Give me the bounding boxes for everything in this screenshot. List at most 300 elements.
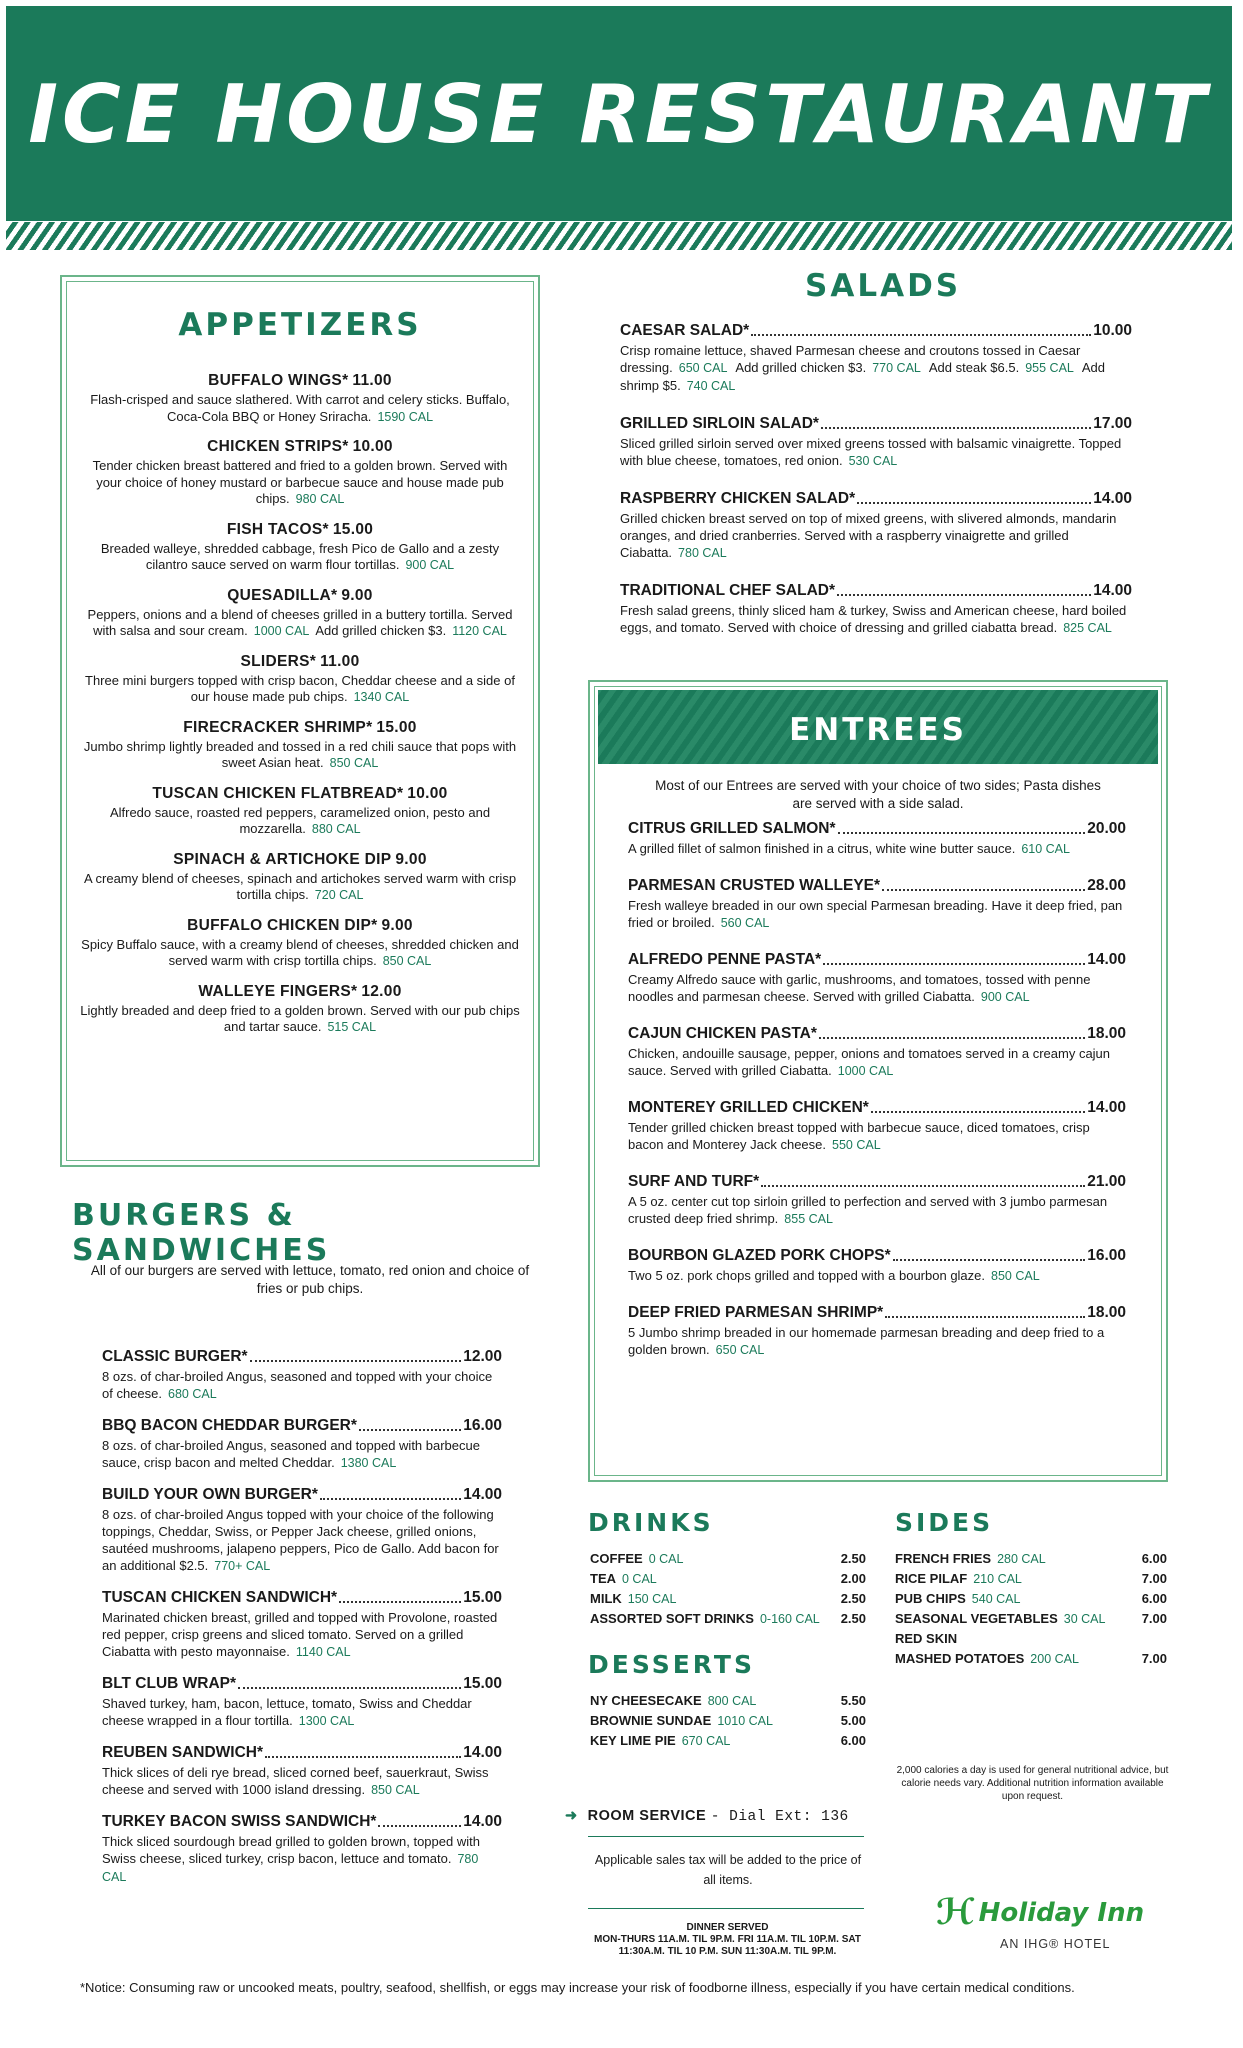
restaurant-title: ICE HOUSE RESTAURANT xyxy=(28,68,1210,161)
item-desc-text: Alfredo sauce, roasted red peppers, caramelized onion, pesto and mozzarella. xyxy=(109,804,491,836)
item-name: FRENCH FRIES xyxy=(895,1550,992,1566)
item-title xyxy=(102,1417,502,1435)
list-item xyxy=(590,1690,866,1710)
item-label xyxy=(590,1733,730,1748)
item-price: 2.00 xyxy=(840,1570,866,1586)
room-service xyxy=(565,1808,865,1825)
item-description xyxy=(628,1267,1126,1285)
item-desc-text: Shaved turkey, ham, bacon, lettuce, tomato, Swiss and Cheddar cheese wrapped in a flour tortilla. xyxy=(102,1696,472,1728)
item-description xyxy=(628,1193,1126,1228)
item-label xyxy=(590,1591,676,1606)
brand-sub: AN IHG® HOTEL xyxy=(1000,1937,1111,1951)
item-title xyxy=(102,1486,502,1504)
item-desc-text: 8 ozs. of char-broiled Angus, seasoned and topped with barbecue sauce, crisp bacon and melted Cheddar. xyxy=(102,1438,480,1470)
entrees-intro: Most of our Entrees are served with your choice of two sides; Pasta dishes are served with a side salad. xyxy=(655,778,1101,811)
item-label xyxy=(590,1693,756,1708)
item-name: SLIDERS* xyxy=(240,652,317,670)
burgers-intro: All of our burgers are served with lettuce, tomato, red onion and choice of fries or pub chips. xyxy=(90,1263,530,1296)
list-item xyxy=(590,1548,866,1568)
dot-leader xyxy=(819,1037,1085,1039)
drinks-title: DRINKS xyxy=(588,1508,714,1537)
menu-item xyxy=(80,438,520,508)
item-calories: 540 CAL xyxy=(971,1591,1021,1606)
menu-item xyxy=(102,1675,502,1730)
item-title xyxy=(620,415,1132,433)
dot-leader xyxy=(378,1825,461,1827)
item-title xyxy=(628,820,1126,838)
item-calories: 1590 CAL xyxy=(377,409,434,424)
item-description xyxy=(102,1506,502,1575)
item-desc-text: Thick slices of deli rye bread, sliced corned beef, sauerkraut, Swiss cheese and served with 1000 island dressing. xyxy=(102,1765,489,1797)
item-label xyxy=(590,1551,683,1566)
item-description xyxy=(620,342,1132,395)
item-desc-text: Two 5 oz. pork chops grilled and topped with a bourbon glaze. xyxy=(628,1268,986,1283)
menu-item xyxy=(628,1304,1126,1359)
item-title xyxy=(628,1173,1126,1191)
item-name: ALFREDO PENNE PASTA* xyxy=(628,951,822,968)
item-desc-text: 5 Jumbo shrimp breaded in our homemade parmesan breading and deep fried to a golden brown. xyxy=(628,1325,1105,1357)
list-item xyxy=(895,1628,1167,1648)
item-description xyxy=(102,1695,502,1730)
item-description xyxy=(80,1003,520,1036)
entrees-list xyxy=(628,820,1126,1378)
item-name: ASSORTED SOFT DRINKS xyxy=(590,1610,754,1626)
item-title xyxy=(620,322,1132,340)
menu-item xyxy=(628,1173,1126,1228)
item-title xyxy=(80,917,520,935)
item-name: WALLEYE FINGERS* xyxy=(198,982,358,1000)
item-description xyxy=(80,739,520,772)
item-calories: 610 CAL xyxy=(1021,842,1070,856)
menu-item xyxy=(620,490,1132,562)
dot-leader xyxy=(838,832,1086,834)
item-calories: 560 CAL xyxy=(720,916,770,930)
item-title xyxy=(80,719,520,737)
item-title xyxy=(102,1348,502,1366)
menu-item xyxy=(102,1813,502,1886)
item-name: DEEP FRIED PARMESAN SHRIMP* xyxy=(628,1304,884,1321)
item-price: 11.00 xyxy=(320,652,360,670)
item-label xyxy=(895,1651,1079,1666)
menu-item xyxy=(102,1744,502,1799)
item-calories: 1140 CAL xyxy=(295,1645,351,1659)
item-name: FIRECRACKER SHRIMP* xyxy=(183,718,373,736)
item-desc-text: Chicken, andouille sausage, pepper, onions and tomatoes served in a creamy cajun sauce. Served with grilled Ciabatta. xyxy=(628,1046,1111,1078)
list-item xyxy=(895,1588,1167,1608)
item-description xyxy=(628,971,1126,1006)
desserts-list xyxy=(590,1690,866,1750)
item-calories: 550 CAL xyxy=(832,1138,881,1152)
item-description xyxy=(80,673,520,706)
menu-item xyxy=(102,1589,502,1661)
item-name: BUFFALO WINGS* xyxy=(208,372,349,389)
item-title xyxy=(80,653,520,671)
item-title xyxy=(620,490,1132,508)
dot-leader xyxy=(250,1360,462,1362)
item-name: CAESAR SALAD* xyxy=(620,322,750,339)
item-calories: 210 CAL xyxy=(973,1571,1022,1586)
item-price: 7.00 xyxy=(1141,1650,1167,1666)
item-calories: 200 CAL xyxy=(1030,1651,1079,1666)
header-banner xyxy=(6,6,1232,221)
item-description xyxy=(80,541,520,574)
item-price: 17.00 xyxy=(1093,415,1132,432)
item-title xyxy=(102,1813,502,1831)
item-description xyxy=(620,602,1132,637)
item-extra: Add grilled chicken $3. xyxy=(315,623,447,638)
item-title xyxy=(628,1247,1126,1265)
item-price: 28.00 xyxy=(1087,877,1126,894)
item-name: MONTEREY GRILLED CHICKEN* xyxy=(628,1099,869,1116)
entrees-title: ENTREES xyxy=(789,712,967,748)
item-name: NY CHEESECAKE xyxy=(590,1692,702,1708)
item-name: GRILLED SIRLOIN SALAD* xyxy=(620,415,819,432)
item-title xyxy=(628,951,1126,969)
menu-item xyxy=(628,1247,1126,1285)
item-description xyxy=(102,1833,502,1886)
item-name: TUSCAN CHICKEN SANDWICH* xyxy=(102,1589,338,1606)
item-price: 5.00 xyxy=(840,1712,866,1728)
item-desc-text: Fresh walleye breaded in our own special Parmesan breading. Have it deep fried, pan fried or broiled. xyxy=(628,898,1123,930)
item-price: 2.50 xyxy=(840,1590,866,1606)
item-title xyxy=(80,521,520,539)
list-item xyxy=(590,1588,866,1608)
item-price: 14.00 xyxy=(463,1813,502,1830)
item-name: BBQ BACON CHEDDAR BURGER* xyxy=(102,1417,357,1434)
item-title xyxy=(628,877,1126,895)
dot-leader xyxy=(265,1756,461,1758)
item-name: QUESADILLA* xyxy=(227,586,338,604)
item-price: 14.00 xyxy=(463,1744,502,1761)
tax-note: Applicable sales tax will be added to the price of all items. xyxy=(594,1853,862,1887)
item-desc-text: Three mini burgers topped with crisp bacon, Cheddar cheese and a side of our house made pub chips. xyxy=(85,672,515,704)
item-name: BROWNIE SUNDAE xyxy=(590,1712,712,1728)
dot-leader xyxy=(339,1601,461,1603)
item-label xyxy=(895,1611,1105,1626)
item-price: 10.00 xyxy=(352,438,393,455)
item-price: 14.00 xyxy=(463,1486,502,1503)
menu-item xyxy=(80,983,520,1036)
menu-item xyxy=(620,322,1132,395)
list-item xyxy=(895,1568,1167,1588)
item-calories: 150 CAL xyxy=(627,1591,677,1606)
item-name: SEASONAL VEGETABLES xyxy=(895,1610,1058,1626)
item-title xyxy=(628,1025,1126,1043)
item-calories: 650 CAL xyxy=(678,361,728,375)
room-service-label: ROOM SERVICE xyxy=(587,1808,707,1824)
item-calories: 515 CAL xyxy=(327,1020,377,1034)
item-name: CHICKEN STRIPS* xyxy=(207,438,349,455)
menu-item xyxy=(80,372,520,425)
room-service-ext: - Dial Ext: 136 xyxy=(710,1809,849,1825)
item-calories: 980 CAL xyxy=(295,492,345,506)
item-price: 7.00 xyxy=(1141,1570,1167,1586)
menu-item xyxy=(80,917,520,970)
menu-item xyxy=(80,719,520,772)
item-price: 15.00 xyxy=(332,520,374,538)
item-title xyxy=(80,851,520,869)
food-safety-notice: *Notice: Consuming raw or uncooked meats, poultry, seafood, shellfish, or eggs may increase your risk of foodborne illness, especially if you have certain medical conditions. xyxy=(80,1980,1075,1995)
item-price: 10.00 xyxy=(1093,322,1132,339)
item-calories: 780 CAL xyxy=(678,546,727,560)
item-title xyxy=(102,1744,502,1762)
item-desc-text: A 5 oz. center cut top sirloin grilled to perfection and served with 3 jumbo parmesan crusted deep fried shrimp. xyxy=(628,1194,1108,1226)
item-label xyxy=(590,1713,773,1728)
menu-item xyxy=(628,1025,1126,1080)
item-name: BUFFALO CHICKEN DIP* xyxy=(187,916,378,934)
menu-item xyxy=(80,521,520,574)
item-name: RASPBERRY CHICKEN SALAD* xyxy=(620,490,856,507)
item-name: BLT CLUB WRAP* xyxy=(102,1675,237,1692)
item-label xyxy=(895,1571,1022,1586)
item-calories: 680 CAL xyxy=(168,1387,217,1401)
list-item xyxy=(895,1648,1167,1668)
item-price: 15.00 xyxy=(376,718,417,736)
burgers-title: BURGERS & SANDWICHES xyxy=(72,1198,331,1268)
dot-leader xyxy=(320,1498,461,1500)
item-description xyxy=(102,1764,502,1799)
item-calories: 880 CAL xyxy=(311,822,361,836)
item-title xyxy=(80,983,520,1001)
menu-item xyxy=(628,951,1126,1006)
list-item xyxy=(590,1710,866,1730)
item-price: 16.00 xyxy=(463,1417,502,1434)
menu-item xyxy=(628,820,1126,858)
item-label xyxy=(895,1591,1020,1606)
item-calories: 0 CAL xyxy=(648,1551,684,1566)
item-price: 9.00 xyxy=(341,586,373,604)
dot-leader xyxy=(893,1259,1086,1261)
item-name: MILK xyxy=(590,1590,622,1606)
item-desc-text: Thick sliced sourdough bread grilled to golden brown, topped with Swiss cheese, sliced turkey, crisp bacon, lettuce and tomato. xyxy=(102,1834,480,1866)
item-title xyxy=(628,1099,1126,1117)
item-calories: 280 CAL xyxy=(997,1551,1046,1566)
item-title xyxy=(102,1589,502,1607)
item-name: TRADITIONAL CHEF SALAD* xyxy=(620,582,835,599)
item-title xyxy=(80,587,520,605)
dot-leader xyxy=(837,594,1091,596)
item-name: TUSCAN CHICKEN FLATBREAD* xyxy=(152,784,404,802)
item-calories: 0-160 CAL xyxy=(759,1611,820,1626)
item-calories: 650 CAL xyxy=(715,1343,765,1357)
item-calories: 825 CAL xyxy=(1063,621,1112,635)
item-desc-text: Fresh salad greens, thinly sliced ham & turkey, Swiss and American cheese, hard boiled eggs, and tomato. Served with choice of dressing and grilled ciabatta bread. xyxy=(620,603,1127,635)
item-desc-text: Breaded walleye, shredded cabbage, fresh Pico de Gallo and a zesty cilantro sauce served on warm flour tortillas. xyxy=(100,540,500,572)
item-calories: 900 CAL xyxy=(980,990,1030,1004)
item-description xyxy=(628,1045,1126,1080)
item-description xyxy=(80,458,520,508)
item-name: KEY LIME PIE xyxy=(590,1732,676,1748)
item-extra-calories: 1120 CAL xyxy=(452,624,507,638)
dot-leader xyxy=(823,963,1085,965)
dinner-title: DINNER SERVED xyxy=(686,1922,769,1933)
item-extra-calories: 770 CAL xyxy=(872,361,921,375)
item-name: RED SKIN xyxy=(895,1630,958,1646)
item-price: 14.00 xyxy=(1087,951,1126,968)
item-name: TURKEY BACON SWISS SANDWICH* xyxy=(102,1813,377,1830)
appetizers-title: APPETIZERS xyxy=(178,307,422,343)
item-description xyxy=(620,435,1132,470)
item-name: CITRUS GRILLED SALMON* xyxy=(628,820,836,837)
item-price: 15.00 xyxy=(463,1675,502,1692)
divider xyxy=(588,1908,864,1909)
item-price: 2.50 xyxy=(840,1610,866,1626)
item-name: TEA xyxy=(590,1570,616,1586)
list-item xyxy=(590,1730,866,1750)
item-description xyxy=(628,897,1126,932)
desserts-title: DESSERTS xyxy=(588,1650,755,1679)
menu-item xyxy=(80,587,520,640)
item-description xyxy=(80,392,520,425)
menu-item xyxy=(620,415,1132,470)
item-description xyxy=(628,840,1126,858)
item-title xyxy=(80,785,520,803)
item-description xyxy=(80,607,520,640)
item-calories: 850 CAL xyxy=(371,1783,420,1797)
item-description xyxy=(80,937,520,970)
item-label xyxy=(895,1551,1046,1566)
item-name: MASHED POTATOES xyxy=(895,1650,1025,1666)
item-desc-text: Peppers, onions and a blend of cheeses grilled in a buttery tortilla. Served with salsa and sour cream. xyxy=(87,606,513,638)
item-price: 2.50 xyxy=(840,1550,866,1566)
item-price: 18.00 xyxy=(1087,1304,1126,1321)
item-calories: 530 CAL xyxy=(848,454,898,468)
item-description xyxy=(620,510,1132,562)
item-calories: 1010 CAL xyxy=(717,1713,773,1728)
dot-leader xyxy=(761,1185,1085,1187)
item-name: COFFEE xyxy=(590,1550,643,1566)
list-item xyxy=(895,1608,1167,1628)
item-name: PUB CHIPS xyxy=(895,1590,966,1606)
item-calories: 1000 CAL xyxy=(253,624,310,638)
item-desc-text: Crisp romaine lettuce, shaved Parmesan cheese and croutons tossed in Caesar dressing. xyxy=(620,343,1081,375)
dinner-hours xyxy=(585,1922,870,1958)
item-price: 20.00 xyxy=(1087,820,1126,837)
menu-item xyxy=(628,877,1126,932)
holiday-inn-h-icon: ℋ xyxy=(936,1892,975,1933)
dinner-hours-text: MON-THURS 11A.M. TIL 9P.M. FRI 11A.M. TIL 10P.M. SAT 11:30A.M. TIL 10 P.M. SUN 11:30A.M. TIL 9P.M. xyxy=(594,1934,861,1957)
item-price: 7.00 xyxy=(1141,1610,1167,1626)
item-calories: 1380 CAL xyxy=(340,1456,397,1470)
divider xyxy=(588,1836,864,1837)
dot-leader xyxy=(882,889,1085,891)
item-description xyxy=(102,1609,502,1661)
item-price: 5.50 xyxy=(840,1692,866,1708)
item-name: PARMESAN CRUSTED WALLEYE* xyxy=(628,877,881,894)
item-calories: 720 CAL xyxy=(314,888,364,902)
item-desc-text: Creamy Alfredo sauce with garlic, mushrooms, and tomatoes, tossed with penne noodles and parmesan cheese. Served with grilled Ciabatta. xyxy=(628,972,1091,1004)
brand-name: Holiday Inn xyxy=(978,1898,1145,1928)
item-name: SURF AND TURF* xyxy=(628,1173,760,1190)
item-calories: 780 CAL xyxy=(102,1852,479,1884)
sides-title: SIDES xyxy=(895,1508,994,1537)
item-price: 10.00 xyxy=(407,784,448,802)
salads-title: SALADS xyxy=(805,268,962,304)
item-desc-text: 8 ozs. of char-broiled Angus topped with your choice of the following toppings, Cheddar, Swiss, or Pepper Jack cheese, grilled onions, sautéed mushrooms, jalapeno peppers, Pico de Gallo. Add bacon for an additional $2.5. xyxy=(102,1507,499,1573)
entrees-banner xyxy=(598,690,1158,764)
list-item xyxy=(895,1548,1167,1568)
salads-list xyxy=(620,322,1132,657)
item-calories: 1340 CAL xyxy=(353,690,410,704)
item-desc-text: Tender chicken breast battered and fried to a golden brown. Served with your choice of honey mustard or barbecue sauce and house made pub chips. xyxy=(92,458,508,506)
item-price: 12.00 xyxy=(361,982,402,1000)
dot-leader xyxy=(857,502,1091,504)
menu-item xyxy=(102,1417,502,1472)
item-price: 14.00 xyxy=(1093,490,1132,507)
item-extra-calories: 955 CAL xyxy=(1025,361,1074,375)
calorie-note: 2,000 calories a day is used for general nutritional advice, but calorie needs vary. Additional nutrition information available upon request. xyxy=(896,1765,1169,1802)
list-item xyxy=(590,1568,866,1588)
item-title xyxy=(102,1675,502,1693)
item-calories: 1300 CAL xyxy=(298,1714,355,1728)
menu-item xyxy=(102,1348,502,1403)
item-calories: 1000 CAL xyxy=(837,1064,894,1078)
item-name: BUILD YOUR OWN BURGER* xyxy=(102,1486,318,1503)
dot-leader xyxy=(821,427,1091,429)
item-title xyxy=(620,582,1132,600)
arrow-right-icon: ➜ xyxy=(565,1808,578,1824)
item-price: 6.00 xyxy=(840,1732,866,1748)
item-desc-text: A grilled fillet of salmon finished in a citrus, white wine butter sauce. xyxy=(628,841,1016,856)
item-desc-text: Spicy Buffalo sauce, with a creamy blend of cheeses, shredded chicken and served warm with crisp tortilla chips. xyxy=(81,936,519,968)
item-desc-text: Tender grilled chicken breast topped with barbecue sauce, diced tomatoes, crisp bacon and Monterey Jack cheese. xyxy=(628,1120,1090,1152)
entrees-section xyxy=(588,680,1168,1482)
item-desc-text: Grilled chicken breast served on top of mixed greens, with slivered almonds, mandarin oranges, and dried cranberries. Served with a raspberry vinaigrette and grilled Ciabatta. xyxy=(620,511,1117,560)
item-price: 9.00 xyxy=(395,850,427,868)
appetizers-list xyxy=(80,372,520,1049)
item-name: CAJUN CHICKEN PASTA* xyxy=(628,1025,817,1042)
item-label xyxy=(590,1611,820,1626)
item-desc-text: Sliced grilled sirloin served over mixed greens tossed with balsamic vinaigrette. Topped with blue cheese, tomatoes, red onion. xyxy=(620,436,1122,468)
item-price: 6.00 xyxy=(1141,1590,1167,1606)
item-title xyxy=(628,1304,1126,1322)
item-name: FISH TACOS* xyxy=(226,520,329,538)
item-name: CLASSIC BURGER* xyxy=(102,1348,248,1365)
dot-leader xyxy=(359,1429,461,1431)
item-calories: 850 CAL xyxy=(329,756,379,770)
item-calories: 30 CAL xyxy=(1063,1611,1106,1626)
item-extra: Add steak $6.5. xyxy=(928,360,1020,375)
item-calories: 855 CAL xyxy=(784,1212,833,1226)
menu-item xyxy=(80,851,520,904)
item-desc-text: Marinated chicken breast, grilled and topped with Provolone, roasted red pepper, crisp greens and sliced tomato. Served on a grilled Ciabatta with pesto mayonnaise. xyxy=(102,1610,498,1659)
item-desc-text: A creamy blend of cheeses, spinach and artichokes served warm with crisp tortilla chips. xyxy=(83,870,517,902)
item-extra: Add grilled chicken $3. xyxy=(735,360,867,375)
item-calories: 800 CAL xyxy=(707,1693,757,1708)
dot-leader xyxy=(885,1316,1085,1318)
item-price: 21.00 xyxy=(1087,1173,1126,1190)
item-price: 11.00 xyxy=(352,372,392,389)
item-calories: 0 CAL xyxy=(622,1571,657,1586)
item-label xyxy=(590,1571,657,1586)
item-description xyxy=(628,1119,1126,1154)
dot-leader xyxy=(871,1111,1085,1113)
item-calories: 850 CAL xyxy=(991,1269,1040,1283)
list-item xyxy=(590,1608,866,1628)
item-name: BOURBON GLAZED PORK CHOPS* xyxy=(628,1247,891,1264)
item-title xyxy=(80,438,520,456)
item-price: 15.00 xyxy=(463,1589,502,1606)
item-price: 12.00 xyxy=(463,1348,502,1365)
item-desc-text: Jumbo shrimp lightly breaded and tossed in a red chili sauce that pops with sweet Asian heat. xyxy=(83,738,517,770)
item-calories: 850 CAL xyxy=(382,954,432,968)
item-price: 9.00 xyxy=(381,916,413,934)
item-title xyxy=(80,372,520,390)
item-price: 14.00 xyxy=(1093,582,1132,599)
menu-item xyxy=(80,653,520,706)
item-description xyxy=(102,1437,502,1472)
menu-item xyxy=(628,1099,1126,1154)
